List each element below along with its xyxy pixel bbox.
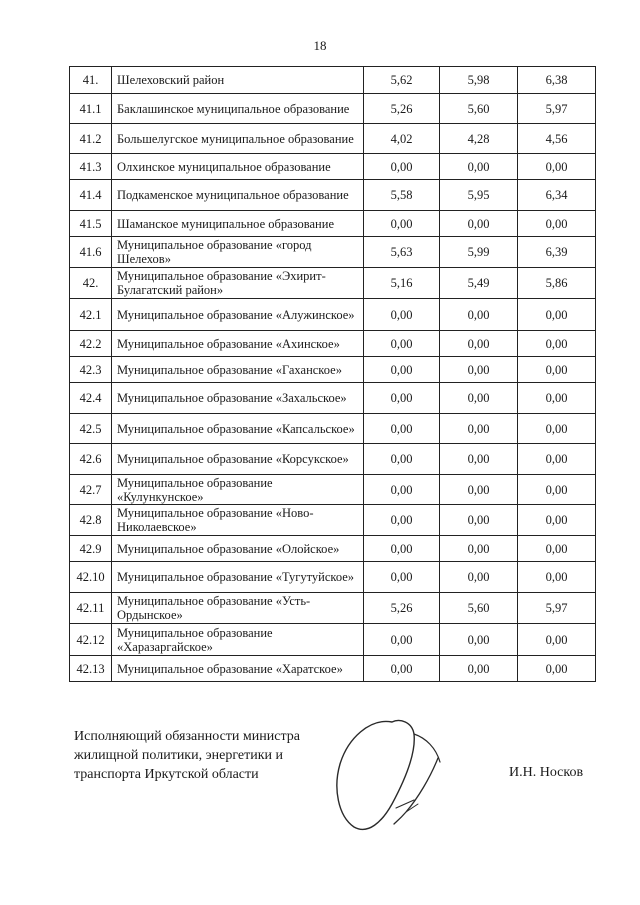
value-cell: 5,49 — [440, 268, 518, 299]
value-cell: 6,38 — [518, 67, 596, 94]
value-cell: 5,97 — [518, 94, 596, 124]
value-cell: 0,00 — [518, 475, 596, 505]
table-row — [70, 536, 596, 562]
row-number-cell: 42.11 — [70, 593, 112, 624]
value-cell: 5,99 — [440, 237, 518, 268]
row-number-cell: 42.10 — [70, 562, 112, 593]
row-number-cell: 41.3 — [70, 154, 112, 180]
table-row — [70, 237, 596, 268]
value-cell: 0,00 — [440, 562, 518, 593]
value-cell: 5,26 — [364, 94, 440, 124]
municipality-name-cell: Муниципальное образование «Захальское» — [112, 383, 364, 414]
table-row — [70, 211, 596, 237]
municipality-name-cell: Муниципальное образование «Эхирит-Булагатский район» — [112, 268, 364, 299]
table-row — [70, 562, 596, 593]
municipality-name-cell: Муниципальное образование «Алужинское» — [112, 299, 364, 331]
page-number: 18 — [313, 38, 327, 53]
value-cell: 0,00 — [364, 357, 440, 383]
value-cell: 0,00 — [440, 299, 518, 331]
municipality-name-cell: Муниципальное образование «Капсальское» — [112, 414, 364, 444]
signatory-title — [74, 727, 300, 784]
value-cell: 0,00 — [364, 505, 440, 536]
tariff-table — [69, 66, 596, 682]
row-number-cell: 42.2 — [70, 331, 112, 357]
value-cell: 0,00 — [518, 505, 596, 536]
value-cell: 0,00 — [364, 444, 440, 475]
value-cell: 0,00 — [518, 444, 596, 475]
municipality-name-cell: Шаманское муниципальное образование — [112, 211, 364, 237]
value-cell: 4,02 — [364, 124, 440, 154]
value-cell: 6,34 — [518, 180, 596, 211]
table-body — [70, 67, 596, 682]
table-row — [70, 331, 596, 357]
row-number-cell: 42.9 — [70, 536, 112, 562]
value-cell: 0,00 — [440, 414, 518, 444]
row-number-cell: 42. — [70, 268, 112, 299]
value-cell: 0,00 — [518, 562, 596, 593]
municipality-name-cell: Подкаменское муниципальное образование — [112, 180, 364, 211]
row-number-cell: 42.12 — [70, 624, 112, 656]
municipality-name-cell: Муниципальное образование «Усть-Ордынское» — [112, 593, 364, 624]
value-cell: 0,00 — [440, 475, 518, 505]
value-cell: 0,00 — [364, 624, 440, 656]
value-cell: 0,00 — [440, 383, 518, 414]
table-row — [70, 94, 596, 124]
table-row — [70, 124, 596, 154]
value-cell: 5,86 — [518, 268, 596, 299]
municipality-name-cell: Муниципальное образование «Харазаргайское» — [112, 624, 364, 656]
table-row — [70, 505, 596, 536]
value-cell: 0,00 — [440, 656, 518, 682]
value-cell: 0,00 — [364, 414, 440, 444]
row-number-cell: 42.6 — [70, 444, 112, 475]
table-row — [70, 593, 596, 624]
value-cell: 0,00 — [364, 211, 440, 237]
row-number-cell: 42.13 — [70, 656, 112, 682]
value-cell: 5,62 — [364, 67, 440, 94]
value-cell: 0,00 — [440, 536, 518, 562]
value-cell: 0,00 — [364, 331, 440, 357]
value-cell: 0,00 — [518, 414, 596, 444]
value-cell: 0,00 — [364, 299, 440, 331]
value-cell: 0,00 — [518, 299, 596, 331]
value-cell: 5,60 — [440, 593, 518, 624]
table-row — [70, 154, 596, 180]
value-cell: 0,00 — [518, 331, 596, 357]
handwritten-signature — [330, 712, 460, 837]
value-cell: 4,56 — [518, 124, 596, 154]
table-row — [70, 357, 596, 383]
value-cell: 0,00 — [364, 536, 440, 562]
table-row — [70, 180, 596, 211]
value-cell: 5,16 — [364, 268, 440, 299]
value-cell: 0,00 — [518, 211, 596, 237]
value-cell: 0,00 — [440, 154, 518, 180]
value-cell: 0,00 — [440, 331, 518, 357]
value-cell: 0,00 — [364, 383, 440, 414]
row-number-cell: 41.6 — [70, 237, 112, 268]
value-cell: 0,00 — [440, 505, 518, 536]
table-row — [70, 475, 596, 505]
value-cell: 0,00 — [518, 624, 596, 656]
municipality-name-cell: Муниципальное образование «Ново-Николаевское» — [112, 505, 364, 536]
row-number-cell: 42.3 — [70, 357, 112, 383]
row-number-cell: 42.5 — [70, 414, 112, 444]
value-cell: 0,00 — [518, 383, 596, 414]
municipality-name-cell: Муниципальное образование «Ахинское» — [112, 331, 364, 357]
table-row — [70, 414, 596, 444]
municipality-name-cell: Большелугское муниципальное образование — [112, 124, 364, 154]
value-cell: 5,95 — [440, 180, 518, 211]
value-cell: 0,00 — [440, 211, 518, 237]
municipality-name-cell: Муниципальное образование «Харатское» — [112, 656, 364, 682]
value-cell: 6,39 — [518, 237, 596, 268]
table-row — [70, 383, 596, 414]
row-number-cell: 41.1 — [70, 94, 112, 124]
value-cell: 0,00 — [364, 475, 440, 505]
municipality-name-cell: Олхинское муниципальное образование — [112, 154, 364, 180]
signatory-title-line: жилищной политики, энергетики и — [74, 748, 283, 763]
row-number-cell: 42.8 — [70, 505, 112, 536]
value-cell: 5,97 — [518, 593, 596, 624]
value-cell: 0,00 — [440, 444, 518, 475]
value-cell: 0,00 — [518, 656, 596, 682]
value-cell: 0,00 — [518, 357, 596, 383]
row-number-cell: 41. — [70, 67, 112, 94]
signer-name: И.Н. Носков — [509, 765, 584, 780]
value-cell: 0,00 — [364, 154, 440, 180]
row-number-cell: 42.4 — [70, 383, 112, 414]
row-number-cell: 42.1 — [70, 299, 112, 331]
value-cell: 0,00 — [440, 357, 518, 383]
value-cell: 5,98 — [440, 67, 518, 94]
row-number-cell: 41.2 — [70, 124, 112, 154]
municipality-name-cell: Муниципальное образование «город Шелехов» — [112, 237, 364, 268]
table-row — [70, 67, 596, 94]
municipality-name-cell: Муниципальное образование «Кулункунское» — [112, 475, 364, 505]
row-number-cell: 41.5 — [70, 211, 112, 237]
row-number-cell: 42.7 — [70, 475, 112, 505]
row-number-cell: 41.4 — [70, 180, 112, 211]
value-cell: 0,00 — [364, 562, 440, 593]
table-row — [70, 624, 596, 656]
value-cell: 5,58 — [364, 180, 440, 211]
value-cell: 4,28 — [440, 124, 518, 154]
municipality-name-cell: Муниципальное образование «Тугутуйское» — [112, 562, 364, 593]
signatory-title-line: Исполняющий обязанности министра — [74, 729, 300, 744]
value-cell: 0,00 — [518, 536, 596, 562]
value-cell: 0,00 — [518, 154, 596, 180]
signatory-title-line: транспорта Иркутской области — [74, 767, 259, 782]
table-row — [70, 444, 596, 475]
municipality-name-cell: Шелеховский район — [112, 67, 364, 94]
value-cell: 5,26 — [364, 593, 440, 624]
table-row — [70, 299, 596, 331]
municipality-name-cell: Муниципальное образование «Гаханское» — [112, 357, 364, 383]
value-cell: 0,00 — [364, 656, 440, 682]
value-cell: 0,00 — [440, 624, 518, 656]
table-row — [70, 656, 596, 682]
value-cell: 5,63 — [364, 237, 440, 268]
municipality-name-cell: Муниципальное образование «Олойское» — [112, 536, 364, 562]
table-row — [70, 268, 596, 299]
value-cell: 5,60 — [440, 94, 518, 124]
municipality-name-cell: Баклашинское муниципальное образование — [112, 94, 364, 124]
municipality-name-cell: Муниципальное образование «Корсукское» — [112, 444, 364, 475]
